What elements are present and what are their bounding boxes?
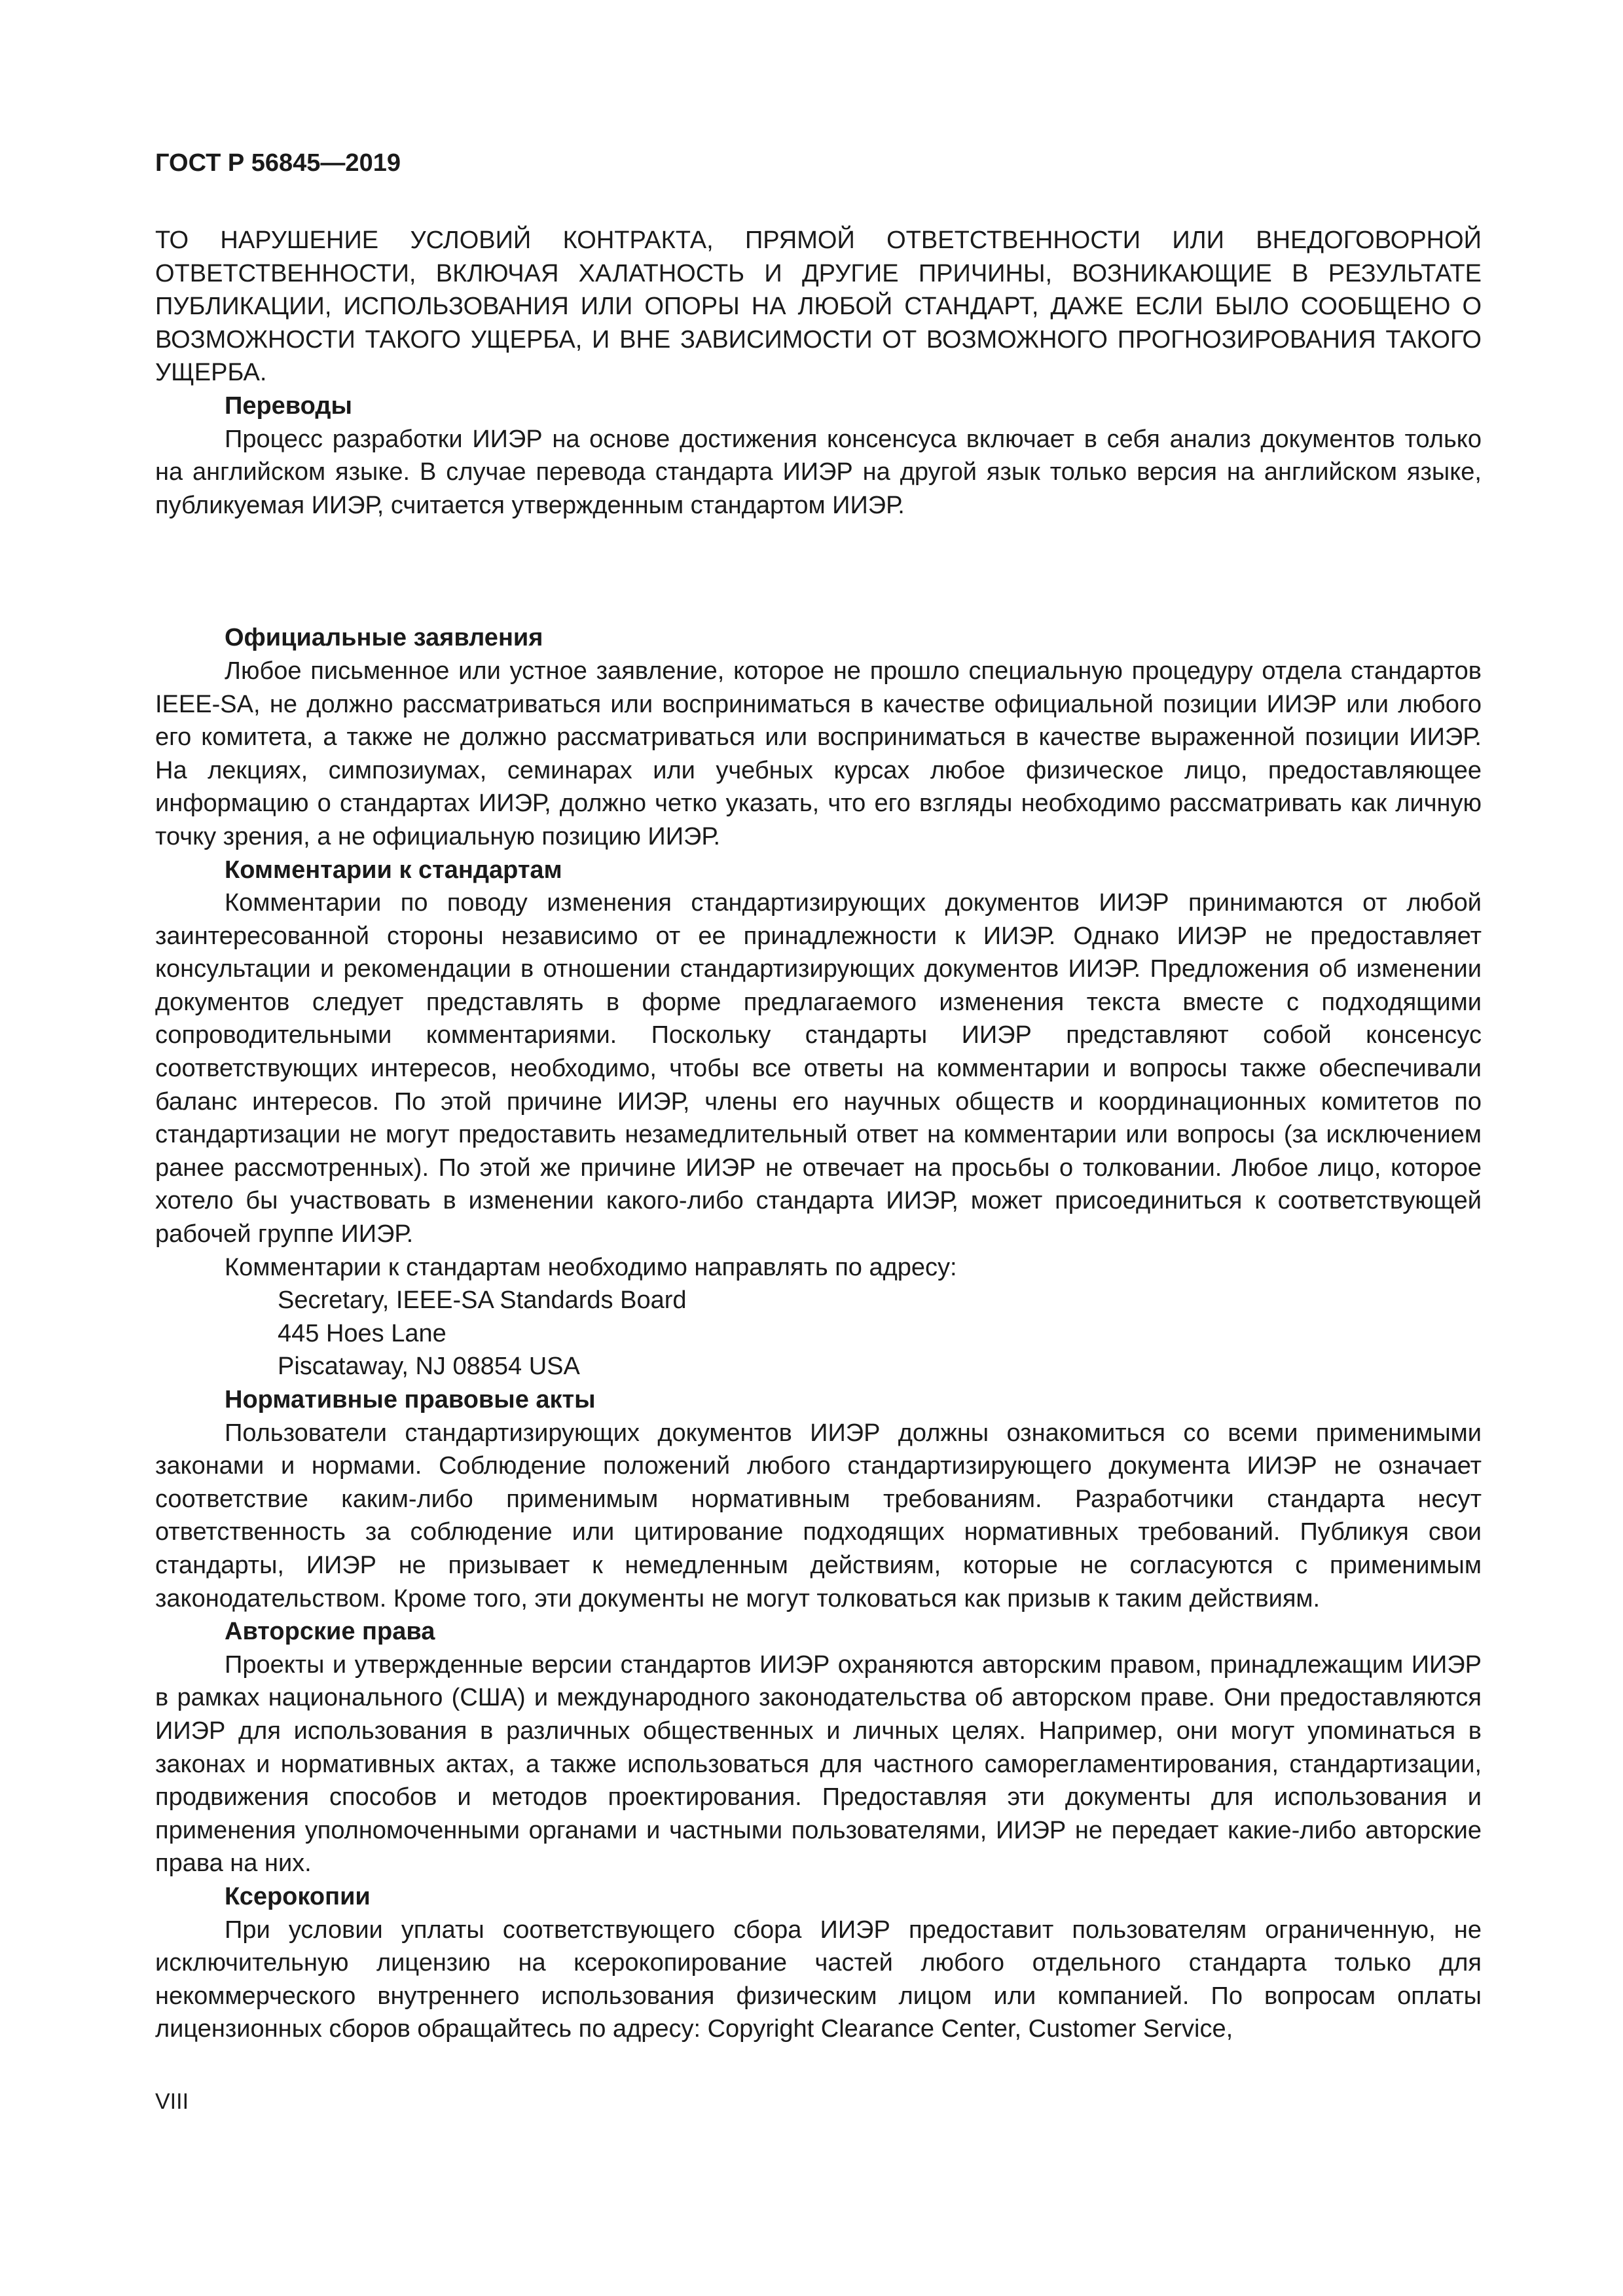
- comments-address-intro: Комментарии к стандартам необходимо направлять по адресу:: [225, 1253, 957, 1281]
- spacer: [155, 522, 1482, 621]
- section-heading-comments: Комментарии к стандартам: [225, 856, 562, 884]
- disclaimer-paragraph: ТО НАРУШЕНИЕ УСЛОВИЙ КОНТРАКТА, ПРЯМОЙ ОТВЕТСТВЕННОСТИ ИЛИ ВНЕДОГОВОРНОЙ ОТВЕТСТВЕННОСТИ, ВКЛЮЧАЯ ХАЛАТНОСТЬ И ДРУГИЕ ПРИЧИНЫ, ВОЗНИКАЮЩИЕ В РЕЗУЛЬТАТЕ ПУБЛИКАЦИИ, ИСПОЛЬЗОВАНИЯ ИЛИ ОПОРЫ НА ЛЮБОЙ СТАНДАРТ, ДАЖЕ ЕСЛИ БЫЛО СООБЩЕНО О ВОЗМОЖНОСТИ ТАКОГО УЩЕРБА, И ВНЕ ЗАВИСИМОСТИ ОТ ВОЗМОЖНОГО ПРОГНОЗИРОВАНИЯ ТАКОГО УЩЕРБА.: [155, 227, 1482, 387]
- address-line: 445 Hoes Lane: [278, 1319, 447, 1347]
- address-line: Secretary, IEEE-SA Standards Board: [278, 1286, 687, 1315]
- copyright-paragraph: Проекты и утвержденные версии стандартов ИИЭР охраняются авторским правом, принадлежащим ИИЭР в рамках национального (США) и международного законодательства об авторском праве. Они предоставляются ИИЭР для использования в различных общественных и личных целях. Например, они могут упоминаться в законах и нормативных актах, а также использоваться для частного саморегламентирования, стандартизации, продвижения способов и методов проектирования. Предоставляя эти документы для использования и применения уполномоченными органами и частными пользователями, ИИЭР не передает какие-либо авторские права на них.: [155, 1650, 1482, 1878]
- translations-paragraph: Процесс разработки ИИЭР на основе достижения консенсуса включает в себя анализ документов только на английском языке. В случае перевода стандарта ИИЭР на другой язык только версия на английском языке, публикуемая ИИЭР, считается утвержденным стандартом ИИЭР.: [155, 425, 1482, 519]
- section-heading-regulations: Нормативные правовые акты: [225, 1386, 596, 1413]
- section-heading-official-statements: Официальные заявления: [225, 624, 543, 652]
- photocopies-paragraph: При условии уплаты соответствующего сбора ИИЭР предоставит пользователям ограниченную, не исключительную лицензию на ксерокопирование частей любого отдельного стандарта только для некоммерческого внутреннего использования физическим лицом или компанией. По вопросам оплаты лицензионных сборов обращайтесь по адресу: Copyright Clearance Center, Customer Service,: [155, 1916, 1482, 2043]
- address-line: Piscataway, NJ 08854 USA: [278, 1353, 580, 1381]
- page-number: VIII: [155, 2089, 189, 2114]
- official-statements-paragraph: Любое письменное или устное заявление, которое не прошло специальную процедуру отдела стандартов IEEE-SA, не должно рассматриваться или восприниматься в качестве официальной позиции ИИЭР или любого его комитета, а также не должно рассматриваться или восприниматься в качестве выраженной позиции ИИЭР. На лекциях, симпозиумах, семинарах или учебных курсах любое физическое лицо, предоставляющее информацию о стандартах ИИЭР, должно четко указать, что его взгляды необходимо рассматривать как личную точку зрения, а не официальную позицию ИИЭР.: [155, 657, 1482, 850]
- regulations-paragraph: Пользователи стандартизирующих документов ИИЭР должны ознакомиться со всеми применимыми законами и нормами. Соблюдение положений любого стандартизирующего документа ИИЭР не означает соответствие каким-либо применимым нормативным требованиям. Разработчики стандарта несут ответственность за соблюдение или цитирование подходящих нормативных требований. Публикуя свои стандарты, ИИЭР не призывает к немедленным действиям, которые не согласуются с применимым законодательством. Кроме того, эти документы не могут толковаться как призыв к таким действиям.: [155, 1419, 1482, 1613]
- section-heading-copyright: Авторские права: [225, 1618, 435, 1646]
- document-header: ГОСТ Р 56845—2019: [155, 149, 401, 177]
- section-heading-photocopies: Ксерокопии: [225, 1882, 371, 1910]
- section-heading-translations: Переводы: [225, 392, 352, 420]
- comments-paragraph: Комментарии по поводу изменения стандартизирующих документов ИИЭР принимаются от любой заинтересованной стороны независимо от ее принадлежности к ИИЭР. Однако ИИЭР не предоставляет консультации и рекомендации в отношении стандартизирующих документов ИИЭР. Предложения об изменении документов следует представлять в форме предлагаемого изменения текста вместе с подходящими сопроводительными комментариями. Поскольку стандарты ИИЭР представляют собой консенсус соответствующих интересов, необходимо, чтобы все ответы на комментарии и вопросы также обеспечивали баланс интересов. По этой причине ИИЭР, члены его научных обществ и координационных комитетов по стандартизации не могут предоставить незамедлительный ответ на комментарии или вопросы (за исключением ранее рассмотренных). По этой же причине ИИЭР не отвечает на просьбы о толковании. Любое лицо, которое хотело бы участвовать в изменении какого-либо стандарта ИИЭР, может присоединиться к соответствующей рабочей группе ИИЭР.: [155, 889, 1482, 1248]
- document-body: [155, 224, 1482, 2046]
